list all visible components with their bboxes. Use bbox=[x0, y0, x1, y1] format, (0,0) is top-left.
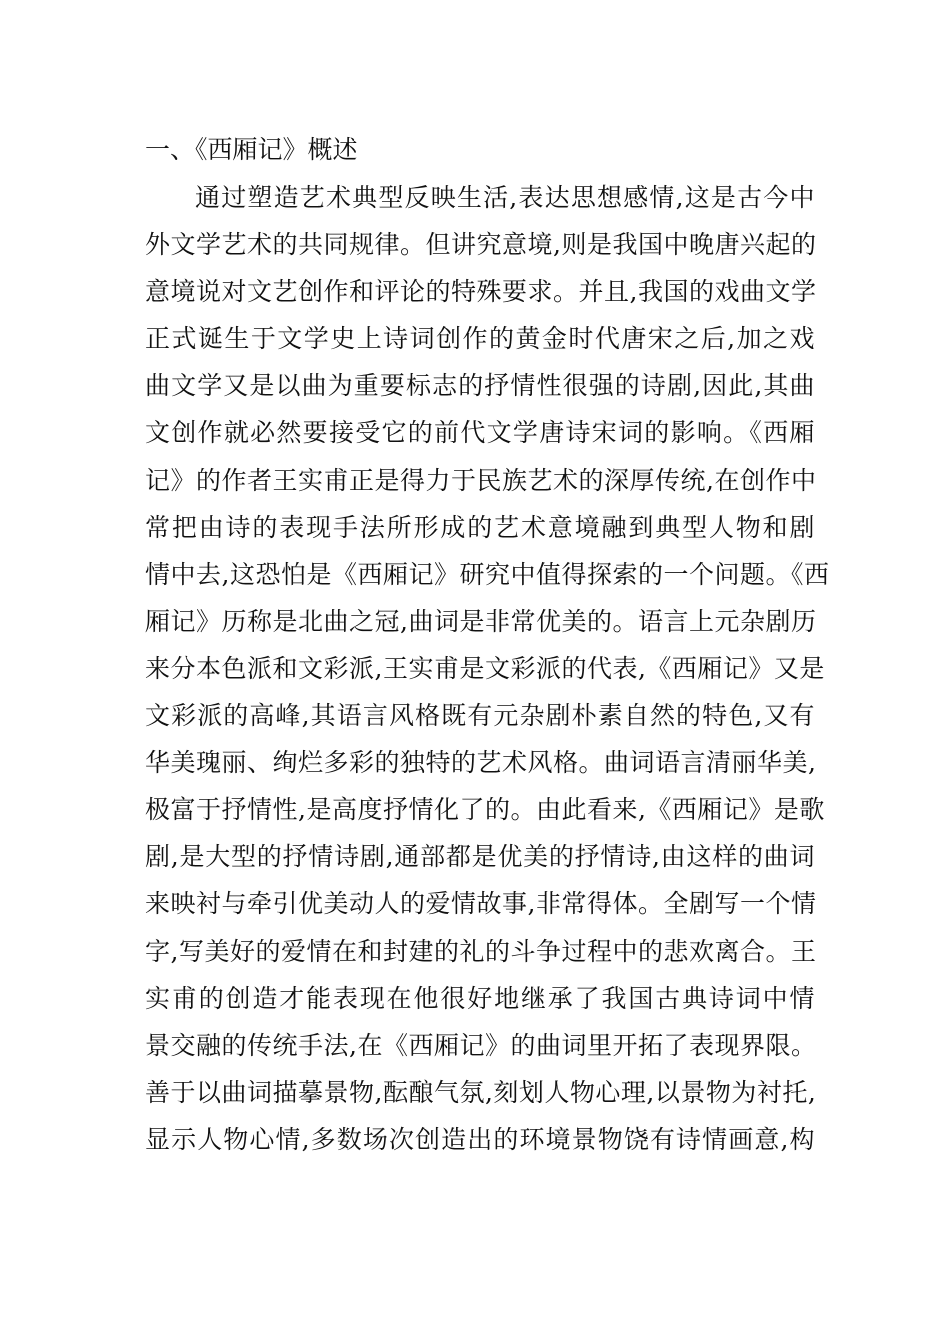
body-paragraph bbox=[145, 178, 830, 1167]
text-line: 文创作就必然要接受它的前代文学唐诗宋词的影响。《西厢 bbox=[145, 418, 815, 448]
text-line: 善于以曲词描摹景物,酝酿气氛,刻划人物心理,以景物为衬托, bbox=[145, 1077, 817, 1107]
text-line: 景交融的传统手法,在《西厢记》的曲词里开拓了表现界限。 bbox=[145, 1030, 817, 1060]
text-line: 正式诞生于文学史上诗词创作的黄金时代唐宋之后,加之戏 bbox=[145, 324, 815, 354]
text-line: 文彩派的高峰,其语言风格既有元杂剧朴素自然的特色,又有 bbox=[145, 701, 815, 731]
text-line: 来映衬与牵引优美动人的爱情故事,非常得体。全剧写一个情 bbox=[145, 889, 817, 919]
text-line: 曲文学又是以曲为重要标志的抒情性很强的诗剧,因此,其曲 bbox=[145, 371, 815, 401]
section-heading: 一、《西厢记》概述 bbox=[145, 135, 358, 164]
text-line: 实甫的创造才能表现在他很好地继承了我国古典诗词中情 bbox=[145, 983, 815, 1013]
text-line: 记》的作者王实甫正是得力于民族艺术的深厚传统,在创作中 bbox=[145, 465, 817, 495]
text-line: 外文学艺术的共同规律。但讲究意境,则是我国中晚唐兴起的 bbox=[145, 230, 817, 260]
text-line: 华美瑰丽、绚烂多彩的独特的艺术风格。曲词语言清丽华美, bbox=[145, 748, 817, 778]
text-line: 字,写美好的爱情在和封建的礼的斗争过程中的悲欢离合。王 bbox=[145, 936, 817, 966]
text-line: 显示人物心情,多数场次创造出的环境景物饶有诗情画意,构 bbox=[145, 1124, 815, 1154]
text-line: 极富于抒情性,是高度抒情化了的。由此看来,《西厢记》是歌 bbox=[145, 795, 825, 825]
text-line: 常把由诗的表现手法所形成的艺术意境融到典型人物和剧 bbox=[145, 512, 815, 542]
text-line: 意境说对文艺创作和评论的特殊要求。并且,我国的戏曲文学 bbox=[145, 277, 817, 307]
text-line: 厢记》历称是北曲之冠,曲词是非常优美的。语言上元杂剧历 bbox=[145, 606, 817, 636]
text-line: 情中去,这恐怕是《西厢记》研究中值得探索的一个问题。《西 bbox=[145, 559, 830, 589]
text-line: 剧,是大型的抒情诗剧,通部都是优美的抒情诗,由这样的曲词 bbox=[145, 842, 815, 872]
text-line: 来分本色派和文彩派,王实甫是文彩派的代表,《西厢记》又是 bbox=[145, 653, 825, 683]
text-line: 通过塑造艺术典型反映生活,表达思想感情,这是古今中 bbox=[195, 183, 815, 212]
